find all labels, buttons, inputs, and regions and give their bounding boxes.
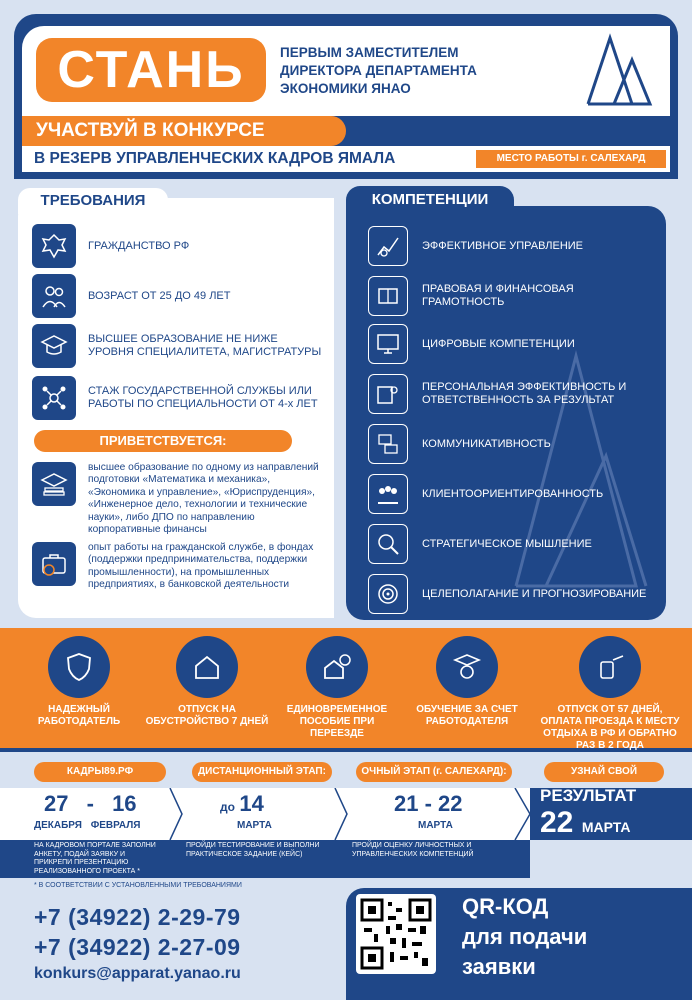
date-to: 16 xyxy=(112,791,137,816)
date-prefix: до xyxy=(220,800,235,814)
requirement-item xyxy=(32,376,322,420)
stage3-date: 21 - 22 xyxy=(394,791,463,816)
date-day: 14 xyxy=(239,791,264,816)
competency-text: СТРАТЕГИЧЕСКОЕ МЫШЛЕНИЕ xyxy=(422,537,592,550)
result-title: РЕЗУЛЬТАТ xyxy=(540,786,637,805)
welcome-text: опыт работы на гражданской службе, в фондах (поддержки предпринимательства, поддержки промышленности), на промышленных предприятиях, в банковской деятельности xyxy=(88,542,314,591)
position-line: ЭКОНОМИКИ ЯНАО xyxy=(280,81,411,96)
stage1-note: НА КАДРОВОМ ПОРТАЛЕ ЗАПОЛНИ АНКЕТУ, ПОДАЙ ЗАЯВКУ И ПРИКРЕПИ ПРЕЗЕНТАЦИЮ РЕАЛИЗОВАННОГО ПРОЕКТА * xyxy=(34,842,156,875)
benefit-item xyxy=(402,636,532,728)
requirements-title: ТРЕБОВАНИЯ xyxy=(18,188,168,214)
stage1-dates xyxy=(44,792,137,816)
competency-item xyxy=(368,522,658,566)
competencies-title: КОМПЕТЕНЦИИ xyxy=(346,186,514,214)
emblem-icon xyxy=(32,224,76,268)
competency-item xyxy=(368,274,658,318)
chart-icon xyxy=(368,226,408,266)
requirement-item xyxy=(32,324,322,368)
position-line: ДИРЕКТОРА ДЕПАРТАМЕНТА xyxy=(280,63,477,78)
date-dash: - xyxy=(86,791,94,816)
competency-text: ЦИФРОВЫЕ КОМПЕТЕНЦИИ xyxy=(422,337,575,350)
welcome-text: высшее образование по одному из направлений подготовки «Математика и механика», «Экономика и управление», «Юриспруденция», «Инженерное дело, технологии и технические науки», либо ДПО по направлению корпоративные финансы xyxy=(88,462,319,536)
qr-line: для подачи xyxy=(462,924,588,949)
stage2-date xyxy=(220,792,264,816)
competency-text: ЭФФЕКТИВНОЕ УПРАВЛЕНИЕ xyxy=(422,239,584,252)
welcome-title: ПРИВЕТСТВУЕТСЯ: xyxy=(34,430,292,452)
qr-label xyxy=(462,892,587,982)
competency-item xyxy=(368,224,658,268)
stage-pill: УЗНАЙ СВОЙ xyxy=(544,762,664,782)
network-icon xyxy=(32,376,76,420)
benefit-item xyxy=(272,636,402,740)
law-book-icon xyxy=(368,276,408,316)
benefit-item xyxy=(14,636,144,728)
result-day: 22 xyxy=(540,806,574,839)
date-from: 27 xyxy=(44,791,69,816)
welcome-item xyxy=(32,542,322,592)
target-icon xyxy=(368,574,408,614)
clients-icon xyxy=(368,474,408,514)
competency-text: ЦЕЛЕПОЛАГАНИЕ И ПРОГНОЗИРОВАНИЕ xyxy=(422,587,647,600)
books-icon xyxy=(32,462,76,506)
stage1-months xyxy=(34,820,164,832)
education-money-icon xyxy=(436,636,498,698)
briefcase-icon xyxy=(32,542,76,586)
phone-link[interactable]: +7 (34922) 2-29-79 xyxy=(34,904,241,930)
email-link[interactable]: konkurs@apparat.yanao.ru xyxy=(34,965,241,982)
workplace-badge: МЕСТО РАБОТЫ г. САЛЕХАРД xyxy=(476,150,666,168)
position-title xyxy=(280,44,580,98)
competency-text: ПЕРСОНАЛЬНАЯ ЭФФЕКТИВНОСТЬ И ОТВЕТСТВЕННОСТЬ ЗА РЕЗУЛЬТАТ xyxy=(422,381,627,406)
contacts xyxy=(34,902,241,986)
month-from: ДЕКАБРЯ xyxy=(34,820,82,831)
communication-icon xyxy=(368,424,408,464)
benefit-item xyxy=(540,636,680,752)
stage3-month: МАРТА xyxy=(418,820,453,831)
benefit-label: НАДЕЖНЫЙ РАБОТОДАТЕЛЬ xyxy=(37,704,121,727)
competency-item xyxy=(368,372,658,416)
stage2-month: МАРТА xyxy=(237,820,272,831)
strategy-icon xyxy=(368,524,408,564)
competency-item xyxy=(368,422,658,466)
phone-link[interactable]: +7 (34922) 2-27-09 xyxy=(34,934,241,960)
competency-item xyxy=(368,322,658,366)
travel-icon xyxy=(579,636,641,698)
benefit-label: ОБУЧЕНИЕ ЗА СЧЕТ РАБОТОДАТЕЛЯ xyxy=(416,704,518,727)
competency-text: КЛИЕНТООРИЕНТИРОВАННОСТЬ xyxy=(422,487,604,500)
requirement-text: СТАЖ ГОСУДАРСТВЕННОЙ СЛУЖБЫ ИЛИ РАБОТЫ ПО СПЕЦИАЛЬНОСТИ ОТ 4-х ЛЕТ xyxy=(88,385,318,410)
headline-stan: СТАНЬ xyxy=(36,38,266,102)
result-month: МАРТА xyxy=(581,819,631,835)
relocation-icon xyxy=(306,636,368,698)
qr-line: заявки xyxy=(462,954,536,979)
benefit-item xyxy=(142,636,272,728)
requirement-item xyxy=(32,274,322,318)
graduation-cap-icon xyxy=(32,324,76,368)
reserve-title: В РЕЗЕРВ УПРАВЛЕНЧЕСКИХ КАДРОВ ЯМАЛА xyxy=(34,150,396,167)
stage-pill: КАДРЫ89.РФ xyxy=(34,762,166,782)
shield-icon xyxy=(48,636,110,698)
requirement-text: ВЫСШЕЕ ОБРАЗОВАНИЕ НЕ НИЖЕ УРОВНЯ СПЕЦИАЛИТЕТА, МАГИСТРАТУРЫ xyxy=(88,333,322,358)
qr-code-icon[interactable] xyxy=(356,894,436,974)
competency-text: ПРАВОВАЯ И ФИНАНСОВАЯ ГРАМОТНОСТЬ xyxy=(422,283,574,308)
result-date xyxy=(540,806,631,840)
benefit-label: ОТПУСК ОТ 57 ДНЕЙ, ОПЛАТА ПРОЕЗДА К МЕСТУ ОТДЫХА В РФ И ОБРАТНО РАЗ В 2 ГОДА xyxy=(540,704,680,751)
requirement-text: ВОЗРАСТ ОТ 25 ДО 49 ЛЕТ xyxy=(88,289,231,302)
stage3-note: ПРОЙДИ ОЦЕНКУ ЛИЧНОСТНЫХ И УПРАВЛЕНЧЕСКИХ КОМПЕТЕНЦИЙ xyxy=(352,842,474,858)
qr-line: QR-КОД xyxy=(462,894,549,919)
stage-pill: ДИСТАНЦИОННЫЙ ЭТАП: xyxy=(192,762,332,782)
requirement-item xyxy=(32,224,322,268)
competency-item xyxy=(368,472,658,516)
benefit-label: ЕДИНОВРЕМЕННОЕ ПОСОБИЕ ПРИ ПЕРЕЕЗДЕ xyxy=(286,704,388,739)
welcome-item xyxy=(32,462,322,536)
benefit-label: ОТПУСК НА ОБУСТРОЙСТВО 7 ДНЕЙ xyxy=(145,704,269,727)
stage2-note: ПРОЙДИ ТЕСТИРОВАНИЕ И ВЫПОЛНИ ПРАКТИЧЕСКОЕ ЗАДАНИЕ (КЕЙС) xyxy=(186,842,320,858)
participate-banner: УЧАСТВУЙ В КОНКУРСЕ xyxy=(22,116,346,146)
stage-pill: ОЧНЫЙ ЭТАП (г. САЛЕХАРД): xyxy=(356,762,512,782)
footnote: * В СООТВЕТСТВИИ С УСТАНОВЛЕННЫМИ ТРЕБОВАНИЯМИ xyxy=(34,882,242,889)
computer-icon xyxy=(368,324,408,364)
competency-item xyxy=(368,572,658,616)
competency-text: КОММУНИКАТИВНОСТЬ xyxy=(422,437,551,450)
month-to: ФЕВРАЛЯ xyxy=(90,820,141,831)
requirement-text: ГРАЖДАНСТВО РФ xyxy=(88,239,190,252)
house-car-icon xyxy=(176,636,238,698)
position-line: ПЕРВЫМ ЗАМЕСТИТЕЛЕМ xyxy=(280,45,459,60)
mountain-logo-icon xyxy=(584,30,654,110)
people-icon xyxy=(32,274,76,318)
personal-icon xyxy=(368,374,408,414)
